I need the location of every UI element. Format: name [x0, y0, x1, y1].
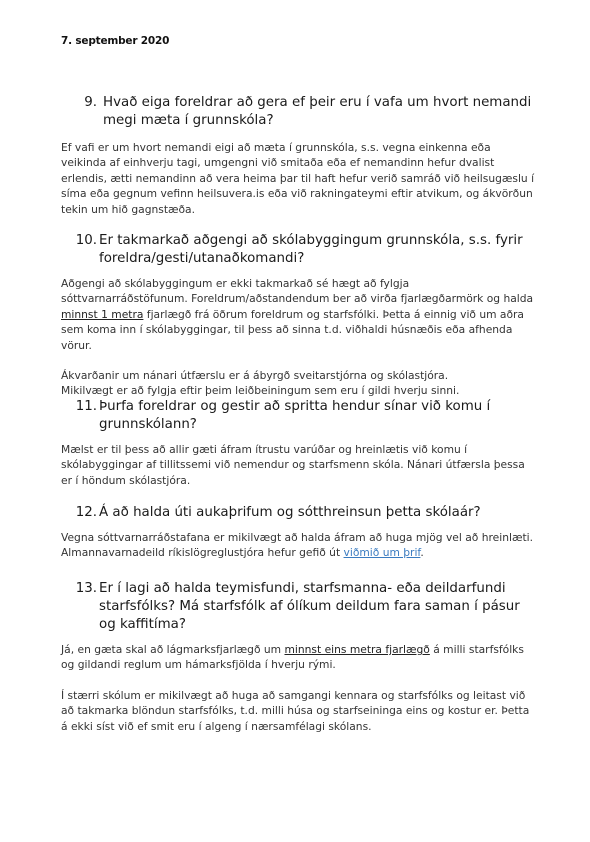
answer-paragraph: Mikilvægt er að fylgja eftir þeim leiðbeiningum sem eru í gildi hverju sinni. [61, 384, 460, 398]
question-heading [61, 232, 537, 268]
answer-paragraph: Aðgengi að skólabyggingum er ekki takmarkað sé hægt að fylgja sóttvarnarráðstöfunum. Foreldrum/aðstandendum ber að virða fjarlægðarmörk og halda minnst 1 metra fjarlægð frá öðrum foreldrum og starfsfólki. Þetta á einnig við um aðra sem koma inn í skólabyggingar, til þess að sinna t.d. viðhaldi húsnæðis eða afhenda vörur. [61, 277, 534, 352]
question-number: 12. [75, 505, 97, 520]
answer-paragraph: Í stærri skólum er mikilvægt að huga að samgangi kennara og starfsfólks og leitast við að takmarka blöndun starfsfólks, t.d. milli húsa og starfseininga eins og kostur er. Þetta á ekki síst við ef smit eru í algeng í nærsamfélagi skólans. [61, 688, 530, 733]
question-number: 11. [75, 399, 97, 414]
question-title: Er takmarkað aðgengi að skólabyggingum grunnskóla, s.s. fyrir foreldra/gesti/utanaðkomandi? [99, 233, 523, 266]
cleaning-guidelines-link[interactable]: viðmið um þrif [343, 546, 421, 560]
question-heading [61, 398, 537, 434]
faq-section-11 [61, 398, 537, 488]
question-title: Er í lagi að halda teymisfundi, starfsmanna- eða deildarfundi starfsfólks? Má starfsfólk af ólíkum deildum fara saman í pásur og kaffitíma? [99, 581, 520, 632]
distance-emphasis: minnst eins metra fjarlægð [284, 643, 430, 656]
question-heading [61, 94, 537, 130]
question-number: 9. [84, 95, 97, 110]
question-title: Á að halda úti aukaþrifum og sótthreinsun þetta skólaár? [99, 505, 481, 520]
question-title: Þurfa foreldrar og gestir að spritta hendur sínar við komu í grunnskólann? [99, 399, 491, 432]
faq-section-13 [61, 580, 537, 734]
faq-section-10 [61, 232, 537, 399]
question-title: Hvað eiga foreldrar að gera ef þeir eru í vafa um hvort nemandi megi mæta í grunnskóla? [103, 95, 532, 128]
distance-emphasis: minnst 1 metra [61, 307, 144, 321]
answer-paragraph: Já, en gæta skal að lágmarksfjarlægð um minnst eins metra fjarlægð á milli starfsfólks og gildandi reglum um hámarksfjölda í hverju rými. [61, 643, 524, 672]
document-date: 7. september 2020 [61, 35, 170, 47]
question-number: 10. [75, 233, 97, 248]
question-heading [61, 504, 537, 522]
answer-paragraph: Mælst er til þess að allir gæti áfram ítrustu varúðar og hreinlætis við komu í skólabyggingar af tillitssemi við nemendur og starfsmenn skóla. Nánari útfærsla þessa er í höndum skólastjóra. [61, 443, 525, 487]
question-number: 13. [75, 581, 97, 596]
question-heading [61, 580, 537, 634]
answer-paragraph: Ákvarðanir um nánari útfærslu er á ábyrgð sveitarstjórna og skólastjóra. [61, 369, 449, 383]
answer-paragraph: Vegna sóttvarnarráðstafana er mikilvægt að halda áfram að huga mjög vel að hreinlæti. Almannavarnadeild ríkislögreglustjóra hefur gefið út viðmið um þrif. [61, 531, 534, 560]
faq-section-9 [61, 94, 537, 217]
answer-paragraph: Ef vafi er um hvort nemandi eigi að mæta í grunnskóla, s.s. vegna einkenna eða veikinda af einhverju tagi, umgengni við smitaða eða ef nemandinn hefur dvalist erlendis, ætti nemandinn að vera heima þar til haft hefur verið samráð við heilsugæslu í síma eða gegnum vefinn heilsuvera.is eða við rakningateymi eftir atvikum, og ákvörðun tekin um hið gagnstæða. [61, 141, 535, 216]
faq-section-12 [61, 504, 537, 561]
